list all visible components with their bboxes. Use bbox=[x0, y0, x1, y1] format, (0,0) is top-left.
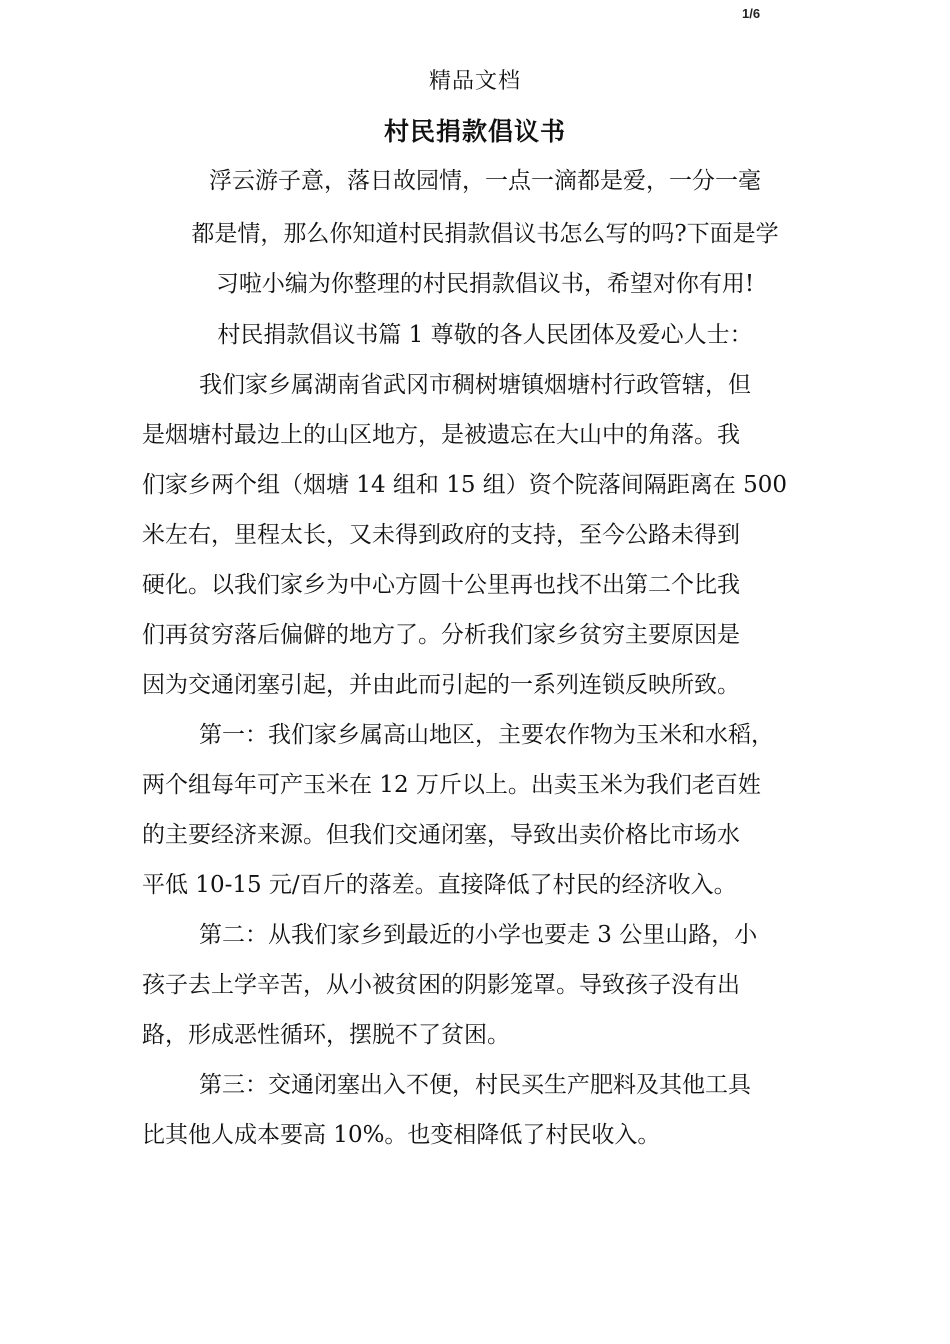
body-line: 们家乡两个组（烟塘 14 组和 15 组）资个院落间隔距离在 500 bbox=[142, 472, 787, 498]
body-line: 们再贫穷落后偏僻的地方了。分析我们家乡贫穷主要原因是 bbox=[142, 622, 740, 648]
body-line: 比其他人成本要高 10%。也变相降低了村民收入。 bbox=[142, 1122, 661, 1148]
document-title: 村民捐款倡议书 bbox=[383, 117, 566, 146]
body-line: 孩子去上学辛苦，从小被贫困的阴影笼罩。导致孩子没有出 bbox=[142, 972, 740, 998]
intro-line: 浮云游子意，落日故园情，一点一滴都是爱，一分一毫 bbox=[209, 168, 761, 194]
intro-line: 村民捐款倡议书篇 1 尊敬的各人民团体及爱心人士： bbox=[217, 322, 753, 348]
body-line: 第二：从我们家乡到最近的小学也要走 3 公里山路，小 bbox=[199, 922, 758, 948]
body-line: 第一：我们家乡属高山地区，主要农作物为玉米和水稻， bbox=[199, 722, 774, 748]
body-line: 因为交通闭塞引起，并由此而引起的一系列连锁反映所致。 bbox=[142, 672, 740, 698]
body-line: 我们家乡属湖南省武冈市稠树塘镇烟塘村行政管辖，但 bbox=[199, 372, 751, 398]
intro-line: 都是情，那么你知道村民捐款倡议书怎么写的吗?下面是学 bbox=[191, 221, 779, 247]
body-line: 的主要经济来源。但我们交通闭塞，导致出卖价格比市场水 bbox=[142, 822, 740, 848]
intro-line: 习啦小编为你整理的村民捐款倡议书，希望对你有用! bbox=[215, 271, 755, 297]
body-line: 是烟塘村最边上的山区地方，是被遗忘在大山中的角落。我 bbox=[142, 422, 740, 448]
body-line: 硬化。以我们家乡为中心方圆十公里再也找不出第二个比我 bbox=[142, 572, 740, 598]
body-line: 路，形成恶性循环，摆脱不了贫困。 bbox=[142, 1022, 510, 1048]
body-line: 平低 10-15 元/百斤的落差。直接降低了村民的经济收入。 bbox=[142, 872, 737, 898]
body-line: 第三：交通闭塞出入不便，村民买生产肥料及其他工具 bbox=[199, 1072, 751, 1098]
header-label: 精品文档 bbox=[428, 69, 521, 94]
page-indicator: 1/6 bbox=[742, 6, 761, 21]
body-line: 米左右，里程太长，又未得到政府的支持，至今公路未得到 bbox=[142, 522, 740, 548]
body-line: 两个组每年可产玉米在 12 万斤以上。出卖玉米为我们老百姓 bbox=[142, 772, 761, 798]
